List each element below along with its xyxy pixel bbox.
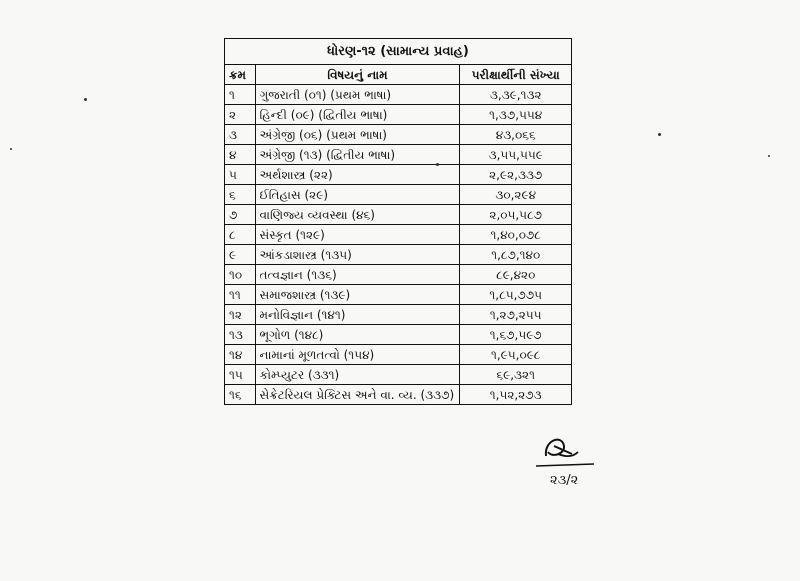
- row-candidate-count: ૧,૩૭,૫૫૪: [460, 105, 572, 125]
- row-serial-no: ૧૩: [225, 325, 256, 345]
- row-candidate-count: ૨,૯૨,૩૩૭: [460, 165, 572, 185]
- row-serial-no: ૭: [225, 205, 256, 225]
- table-row: [225, 265, 572, 285]
- row-serial-no: ૧૪: [225, 345, 256, 365]
- header-serial-no: ક્રમ: [225, 65, 256, 85]
- row-candidate-count: ૧,૬૭,૫૯૭: [460, 325, 572, 345]
- table-body: [225, 85, 572, 405]
- row-candidate-count: ૬૯,૩૨૧: [460, 365, 572, 385]
- exam-candidates-table: [224, 38, 572, 405]
- row-candidate-count: ૩૦,૨૯૪: [460, 185, 572, 205]
- row-candidate-count: ૧,૪૦,૦૭૮: [460, 225, 572, 245]
- table-row: [225, 385, 572, 405]
- row-candidate-count: ૩,૫૫,૫૫૯: [460, 145, 572, 165]
- row-subject-name: આંકડાશાસ્ત્ર (૧૩૫): [255, 245, 460, 265]
- table-row: [225, 225, 572, 245]
- row-subject-name: અંગ્રેજી (૦૬) (પ્રથમ ભાષા): [255, 125, 460, 145]
- row-subject-name: અંગ્રેજી (૧૩) (દ્વિતીય ભાષા): [255, 145, 460, 165]
- row-candidate-count: ૧,૫૨,૨૭૩: [460, 385, 572, 405]
- scan-speck: [84, 98, 87, 101]
- table-row: [225, 185, 572, 205]
- row-candidate-count: ૮૯,૪૨૦: [460, 265, 572, 285]
- row-subject-name: સમાજશાસ્ત્ર (૧૩૯): [255, 285, 460, 305]
- row-subject-name: ઈતિહાસ (૨૯): [255, 185, 460, 205]
- table-row: [225, 85, 572, 105]
- row-serial-no: ૩: [225, 125, 256, 145]
- row-candidate-count: ૪૩,૦૬૬: [460, 125, 572, 145]
- row-serial-no: ૯: [225, 245, 256, 265]
- scan-speck: [768, 155, 770, 157]
- row-subject-name: મનોવિજ્ઞાન (૧૪૧): [255, 305, 460, 325]
- scan-speck: [436, 163, 439, 166]
- table-row: [225, 245, 572, 265]
- row-subject-name: વાણિજ્ય વ્યવસ્થા (૪૬): [255, 205, 460, 225]
- scan-speck: [658, 133, 661, 136]
- row-candidate-count: ૧,૮૫,૭૭૫: [460, 285, 572, 305]
- handwritten-signature: [528, 432, 608, 492]
- row-serial-no: ૧૨: [225, 305, 256, 325]
- table-row: [225, 365, 572, 385]
- row-subject-name: સેક્રેટરિયલ પ્રેક્ટિસ અને વા. વ્ય. (૩૩૭): [255, 385, 460, 405]
- table-title: ધોરણ-૧૨ (સામાન્ય પ્રવાહ): [225, 39, 572, 65]
- row-serial-no: ૮: [225, 225, 256, 245]
- table-row: [225, 285, 572, 305]
- row-serial-no: ૧૧: [225, 285, 256, 305]
- row-subject-name: કોમ્પ્યુટર (૩૩૧): [255, 365, 460, 385]
- row-serial-no: ૫: [225, 165, 256, 185]
- row-serial-no: ૧: [225, 85, 256, 105]
- row-candidate-count: ૩,૩૯,૧૩૨: [460, 85, 572, 105]
- signature-date: ૨૩/૨: [550, 473, 579, 488]
- row-subject-name: તત્વજ્ઞાન (૧૩૬): [255, 265, 460, 285]
- row-serial-no: ૧૫: [225, 365, 256, 385]
- row-subject-name: નામાનાં મૂળતત્વો (૧૫૪): [255, 345, 460, 365]
- row-serial-no: ૬: [225, 185, 256, 205]
- row-subject-name: હિન્દી (૦૯) (દ્વિતીય ભાષા): [255, 105, 460, 125]
- table-row: [225, 325, 572, 345]
- row-subject-name: ગુજરાતી (૦૧) (પ્રથમ ભાષા): [255, 85, 460, 105]
- table-row: [225, 145, 572, 165]
- table-row: [225, 165, 572, 185]
- row-subject-name: અર્થશાસ્ત્ર (૨૨): [255, 165, 460, 185]
- table-row: [225, 205, 572, 225]
- header-candidate-count: પરીક્ષાર્થીની સંખ્યા: [460, 65, 572, 85]
- table-row: [225, 305, 572, 325]
- row-subject-name: ભૂગોળ (૧૪૮): [255, 325, 460, 345]
- row-candidate-count: ૨,૦૫,૫૮૭: [460, 205, 572, 225]
- row-serial-no: ૧૦: [225, 265, 256, 285]
- row-serial-no: ૧૬: [225, 385, 256, 405]
- header-subject-name: વિષયનું નામ: [255, 65, 460, 85]
- table-row: [225, 345, 572, 365]
- row-candidate-count: ૧,૯૫,૦૯૮: [460, 345, 572, 365]
- table-row: [225, 125, 572, 145]
- row-serial-no: ૪: [225, 145, 256, 165]
- row-candidate-count: ૧,૨૭,૨૫૫: [460, 305, 572, 325]
- row-candidate-count: ૧,૮૭,૧૪૦: [460, 245, 572, 265]
- row-serial-no: ૨: [225, 105, 256, 125]
- scan-speck: [10, 148, 12, 150]
- row-subject-name: સંસ્કૃત (૧૨૯): [255, 225, 460, 245]
- table-row: [225, 105, 572, 125]
